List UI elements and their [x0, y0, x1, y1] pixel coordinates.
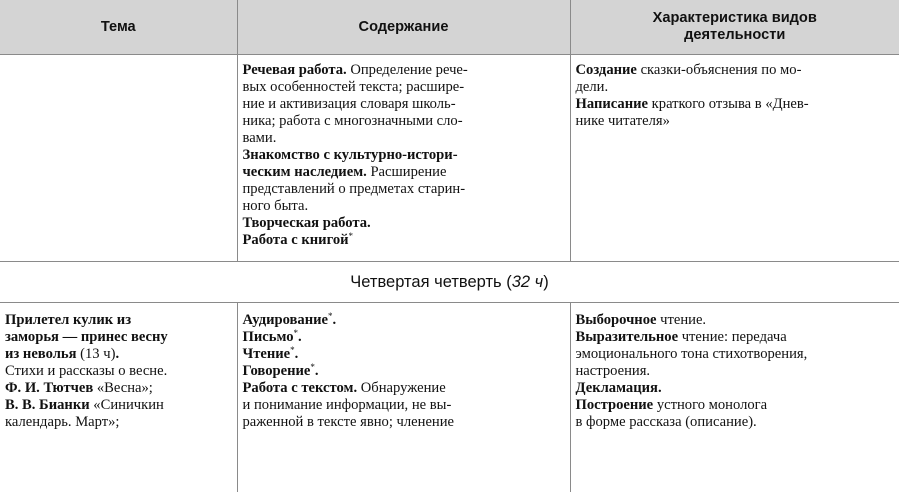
text-line: представлений о предметах старин- — [242, 181, 466, 197]
text-line: вами. — [242, 130, 277, 146]
header-topic: Тема — [0, 0, 237, 55]
row2-activity-cell — [570, 303, 899, 492]
text-line: сказки-объяснения по мо- — [636, 62, 802, 78]
text-line: настроения. — [575, 363, 651, 379]
topic-hours: (13 ч) — [76, 346, 116, 362]
writing-paragraph — [576, 96, 894, 130]
work-title: «Весна»; — [93, 380, 153, 396]
monologue-title: Построение — [575, 397, 654, 413]
section-row — [0, 262, 899, 303]
topic-title-line: Прилетел кулик из — [5, 312, 132, 328]
punctuation: . — [298, 329, 302, 345]
row2-topic-cell — [0, 303, 237, 492]
text-line: нике читателя» — [575, 113, 670, 129]
text-line: ние и активизация словаря школь- — [242, 96, 456, 112]
text-line: чтение: передача — [678, 329, 787, 345]
text-line: чтение. — [656, 312, 707, 328]
footnote-mark: * — [310, 362, 315, 372]
text-line: эмоционального тона стихотворения, — [575, 346, 808, 362]
speech-work-title: Речевая работа. — [242, 62, 347, 78]
work-title: «Синичкин — [89, 397, 164, 413]
text-work-paragraph — [243, 380, 564, 431]
punctuation: . — [332, 312, 337, 328]
row1-content-cell — [237, 55, 570, 262]
punctuation: . — [314, 363, 319, 379]
heritage-title: Знакомство с культурно-истори- — [242, 147, 458, 163]
topic-title-line: из неволья — [5, 346, 77, 362]
section-title-text: Четвертая четверть ( — [350, 272, 512, 291]
topic-paragraph — [5, 312, 231, 431]
declamation-item — [576, 380, 894, 397]
reading-title: Чтение — [242, 346, 291, 362]
book-work-paragraph — [243, 232, 564, 249]
text-line: календарь. Март»; — [5, 414, 120, 430]
header-activity-line2: деятельности — [684, 27, 786, 43]
creation-paragraph — [576, 62, 894, 96]
header-activity-line1: Характеристика видов — [652, 10, 817, 26]
author-name: Ф. И. Тютчев — [5, 380, 94, 396]
text-work-title: Работа с текстом. — [242, 380, 358, 396]
section-title — [0, 262, 899, 303]
writing-title: Письмо — [242, 329, 294, 345]
heritage-paragraph — [243, 147, 564, 215]
footnote-mark: * — [293, 328, 298, 338]
text-line: и понимание информации, не вы- — [242, 397, 452, 413]
speaking-title: Говорение — [242, 363, 311, 379]
table-row — [0, 55, 899, 262]
header-content: Содержание — [237, 0, 570, 55]
punctuation: . — [115, 346, 120, 362]
text-line: Стихи и рассказы о весне. — [5, 363, 168, 379]
text-line: Расширение — [366, 164, 447, 180]
header-activity — [570, 0, 899, 55]
footnote-mark: * — [348, 231, 354, 241]
creative-work-title: Творческая работа. — [242, 215, 371, 231]
declamation-title: Декламация. — [575, 380, 662, 396]
heritage-title-cont: ческим наследием. — [242, 164, 367, 180]
text-line: раженной в тексте явно; членение — [242, 414, 455, 430]
speaking-item — [243, 363, 564, 380]
row1-activity-cell — [570, 55, 899, 262]
speech-work-paragraph — [243, 62, 564, 147]
writing-title: Написание — [575, 96, 649, 112]
expressive-reading-paragraph — [576, 329, 894, 380]
creation-title: Создание — [575, 62, 637, 78]
expressive-reading-title: Выразительное — [575, 329, 679, 345]
selective-reading-item — [576, 312, 894, 329]
monologue-paragraph — [576, 397, 894, 431]
text-line: Обнаружение — [357, 380, 446, 396]
reading-item — [243, 346, 564, 363]
topic-title-line: заморья — принес весну — [5, 329, 168, 345]
table-row — [0, 303, 899, 492]
row2-content-cell — [237, 303, 570, 492]
text-line: Определение рече- — [346, 62, 468, 78]
writing-item — [243, 329, 564, 346]
footnote-mark: * — [328, 311, 333, 321]
book-work-title: Работа с книгой — [242, 232, 349, 248]
punctuation: . — [294, 346, 299, 362]
text-line: ника; работа с многозначными сло- — [242, 113, 463, 129]
table-header-row — [0, 0, 899, 55]
text-line: устного монолога — [653, 397, 768, 413]
creative-work-paragraph — [243, 215, 564, 232]
section-title-close: ) — [543, 272, 549, 291]
text-line: в форме рассказа (описание). — [575, 414, 757, 430]
author-name: В. В. Бианки — [5, 397, 90, 413]
text-line: дели. — [575, 79, 609, 95]
text-line: ного быта. — [242, 198, 309, 214]
listening-title: Аудирование — [242, 312, 329, 328]
selective-reading-title: Выборочное — [575, 312, 657, 328]
text-line: краткого отзыва в «Днев- — [648, 96, 809, 112]
footnote-mark: * — [290, 345, 295, 355]
row1-topic-cell — [0, 55, 237, 262]
section-hours: 32 ч — [511, 272, 544, 291]
listening-item — [243, 312, 564, 329]
text-line: вых особенностей текста; расшире- — [242, 79, 465, 95]
